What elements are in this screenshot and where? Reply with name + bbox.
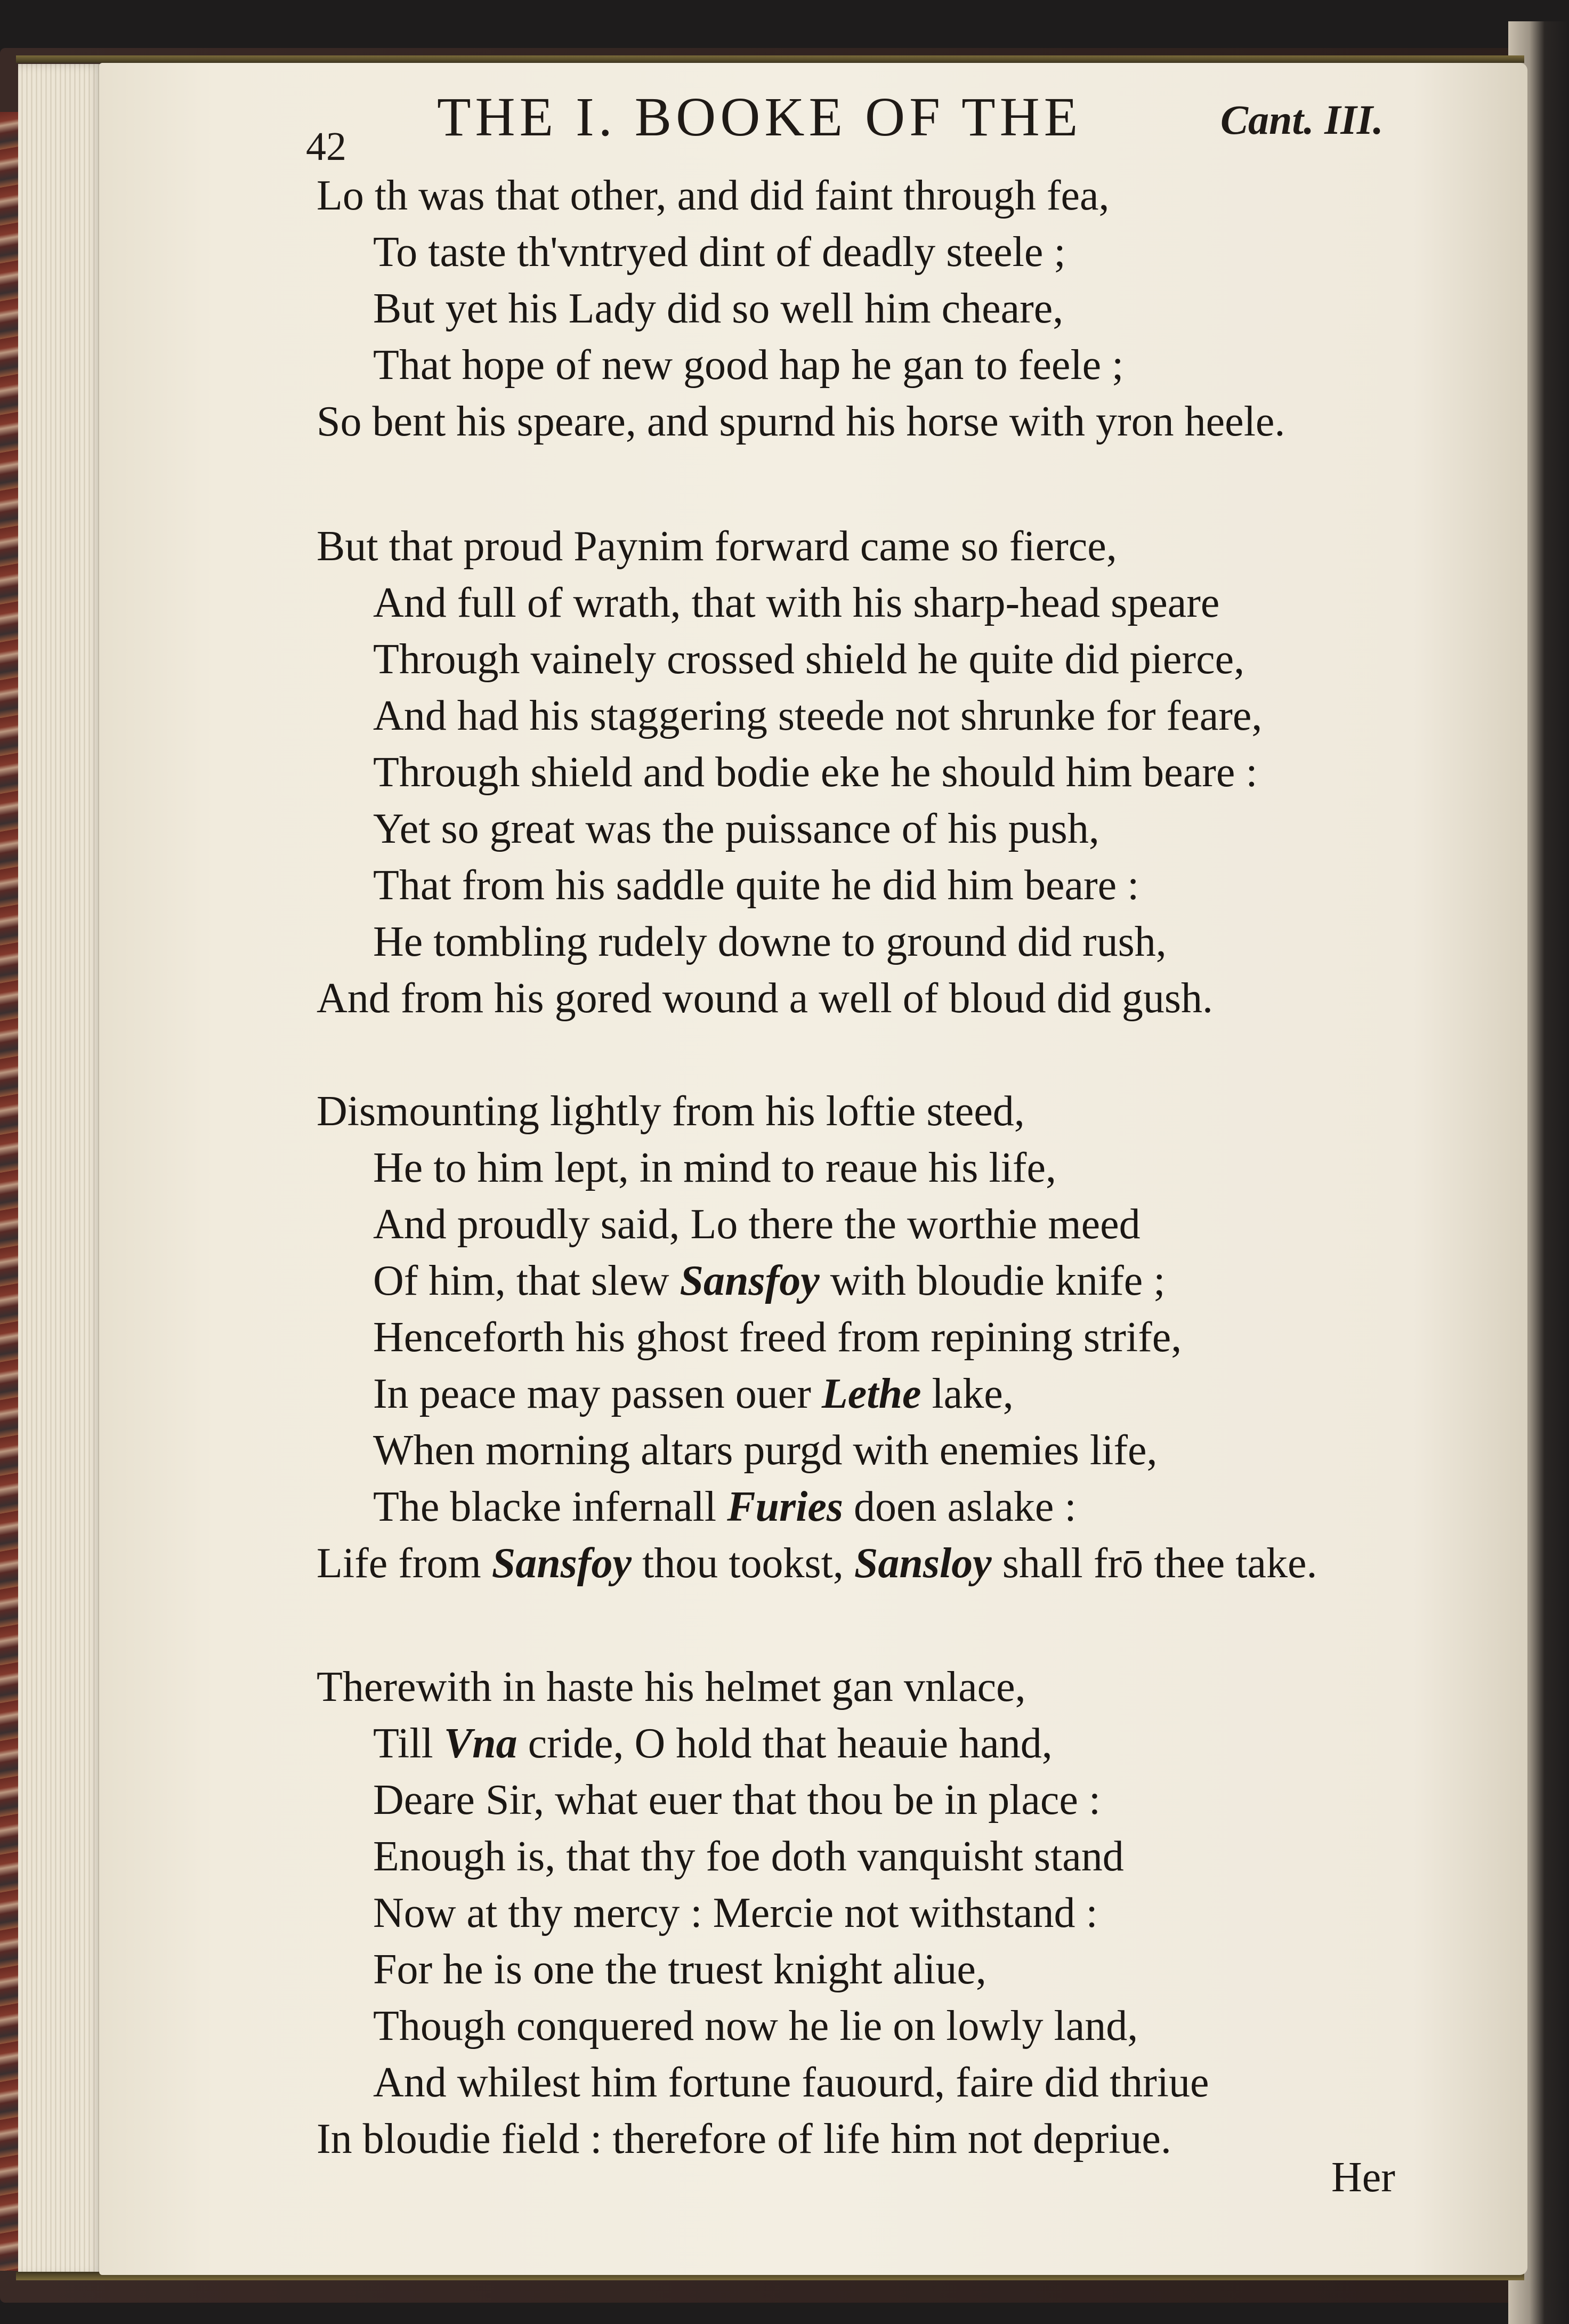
running-title: THE I. BOOKE OF THE: [437, 86, 1082, 148]
verse-line: When morning altars purgd with enemies life,: [373, 1427, 1158, 1474]
verse-line: He to him lept, in mind to reaue his life,: [373, 1144, 1056, 1191]
verse-line: Enough is, that thy foe doth vanquisht stand: [373, 1833, 1124, 1880]
marbled-endpaper: [0, 112, 18, 2271]
italic-name: Furies: [727, 1483, 843, 1530]
page-stack-edges: [18, 64, 103, 2276]
verse-line: Yet so great was the puissance of his push,: [373, 805, 1099, 852]
verse-line: Through vainely crossed shield he quite did pierce,: [373, 636, 1245, 683]
verse-line: Life from Sansfoy thou tookst, Sansloy shall frō thee take.: [317, 1540, 1317, 1587]
italic-name: Sansfoy: [680, 1257, 820, 1304]
italic-name: Sansfoy: [491, 1540, 632, 1587]
verse-line: And full of wrath, that with his sharp-head speare: [373, 579, 1220, 626]
verse-line: To taste th'vntryed dint of deadly steele ;: [373, 229, 1066, 276]
verse-line: But yet his Lady did so well him cheare,: [373, 285, 1064, 332]
verse-line: Lo th was that other, and did faint through fea,: [317, 172, 1110, 219]
verse-line: In bloudie field : therefore of life him not depriue.: [317, 2116, 1171, 2162]
verse-line: So bent his speare, and spurnd his horse with yron heele.: [317, 398, 1285, 445]
gilt-top-edge: [16, 55, 1524, 63]
canto-label: Cant. III.: [1220, 96, 1384, 143]
verse-line: In peace may passen ouer Lethe lake,: [373, 1370, 1014, 1417]
show-through: [1320, 159, 1330, 215]
verse-line: And proudly said, Lo there the worthie meed: [373, 1201, 1141, 1248]
verse-line: Therewith in haste his helmet gan vnlace,: [317, 1664, 1026, 1710]
verse-line: The blacke infernall Furies doen aslake :: [373, 1483, 1077, 1530]
verse-line: And had his staggering steede not shrunke for feare,: [373, 692, 1263, 739]
verse-line: That from his saddle quite he did him beare :: [373, 862, 1139, 909]
verse-line: And from his gored wound a well of bloud did gush.: [317, 975, 1214, 1022]
verse-line: Dismounting lightly from his loftie steed,: [317, 1088, 1025, 1135]
verse-line: But that proud Paynim forward came so fierce,: [317, 523, 1117, 570]
verse-line: He tombling rudely downe to ground did rush,: [373, 918, 1167, 965]
italic-name: Sansloy: [854, 1540, 992, 1587]
verse-line: Though conquered now he lie on lowly land,: [373, 2003, 1138, 2049]
verse-line: For he is one the truest knight aliue,: [373, 1946, 986, 1993]
verse-line: Deare Sir, what euer that thou be in place :: [373, 1777, 1101, 1823]
italic-name: Vna: [443, 1720, 517, 1767]
verse-line: Henceforth his ghost freed from repining strife,: [373, 1314, 1182, 1361]
verse-line: That hope of new good hap he gan to feele ;: [373, 342, 1124, 389]
verse-line: Through shield and bodie eke he should him beare :: [373, 749, 1258, 796]
verse-line: Till Vna cride, O hold that heauie hand,: [373, 1720, 1053, 1767]
page-number: 42: [306, 124, 346, 169]
verse-line: Now at thy mercy : Mercie not withstand :: [373, 1890, 1098, 1936]
catchword: Her: [1331, 2154, 1395, 2201]
verse-line: And whilest him fortune fauourd, faire did thriue: [373, 2059, 1209, 2106]
verse-line: Of him, that slew Sansfoy with bloudie knife ;: [373, 1257, 1166, 1304]
italic-name: Lethe: [821, 1370, 921, 1417]
